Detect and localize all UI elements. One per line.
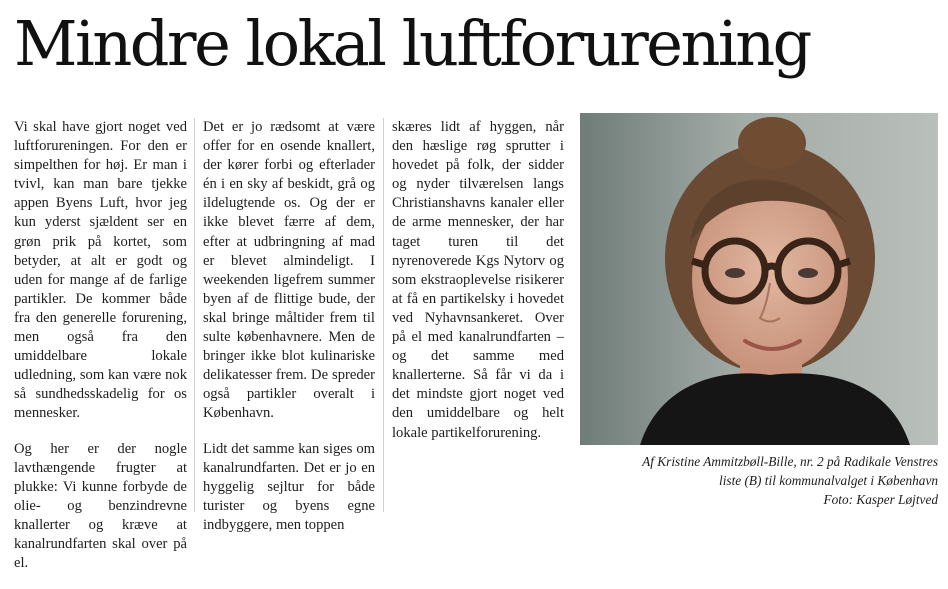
- column-divider: [383, 118, 384, 512]
- article-column-1: [14, 118, 187, 589]
- paragraph: Lidt det samme kan siges om kanalrundfarten. Det er jo en hyggelig sejltur for både turister og byens egne indbyggere, men toppen: [203, 440, 375, 533]
- article-column-3: [392, 118, 564, 459]
- article-column-2: [203, 118, 375, 551]
- photo-credit: Foto: Kasper Løjtved: [823, 492, 938, 507]
- paragraph: Vi skal have gjort noget ved luftforureningen. For den er simpelthen for høj. Er man i tvivl, kan man bare tjekke appen Byens Luft, hvor jeg kun yderst sjældent ser en grøn prik på kortet, som betyder, at alt er godt og uden for mange af de farlige partikler. De kommer både fra den generelle forurening, men også fra den umiddelbare lokale udledning, som kan være nok så sundhedsskadelig for os mennesker.: [14, 119, 187, 422]
- photo-caption: [580, 452, 938, 509]
- paragraph: Og her er der nogle lavthængende frugter at plukke: Vi kunne forbyde de olie- og benzindrevne knallerter og kræve at kanalrundfarten skal over på el.: [14, 440, 187, 572]
- author-photo: [580, 113, 938, 445]
- paragraph: Det er jo rædsomt at være offer for en osende knallert, der kører forbi og efterlader én i en sky af beskidt, grå og ildelugtende os. Og der er ikke blevet færre af dem, efter at udbringning af mad er blevet almindeligt. I weekenden ligefrem summer byen af de flittige bude, der skal bringe måltider frem til sulte københavnere. Men de bringer ikke blot kulinariske delikatesser frem. De spreder også partikler overalt i København.: [203, 119, 375, 422]
- caption-line: liste (B) til kommunalvalget i København: [719, 473, 938, 488]
- column-divider: [194, 118, 195, 512]
- caption-line: Af Kristine Ammitzbøll-Bille, nr. 2 på Radikale Venstres: [642, 454, 938, 469]
- headline: Mindre lokal luftforurening: [14, 7, 810, 80]
- paragraph: skæres lidt af hyggen, når den hæslige røg sprutter i hovedet på folk, der sidder og nyder tilværelsen langs Christianshavns kanaler eller de arme mennesker, der har taget turen til det nyrenoverede Kgs Nytorv og som ekstraoplevelse risikerer at få en partikelsky i hovedet ved Nyhavnsankeret. Over på el med kanalrundfarten – og det samme med knallerterne. Så får vi da i det mindste gjort noget ved den umiddelbare og helt lokale partikelforurening.: [392, 119, 564, 441]
